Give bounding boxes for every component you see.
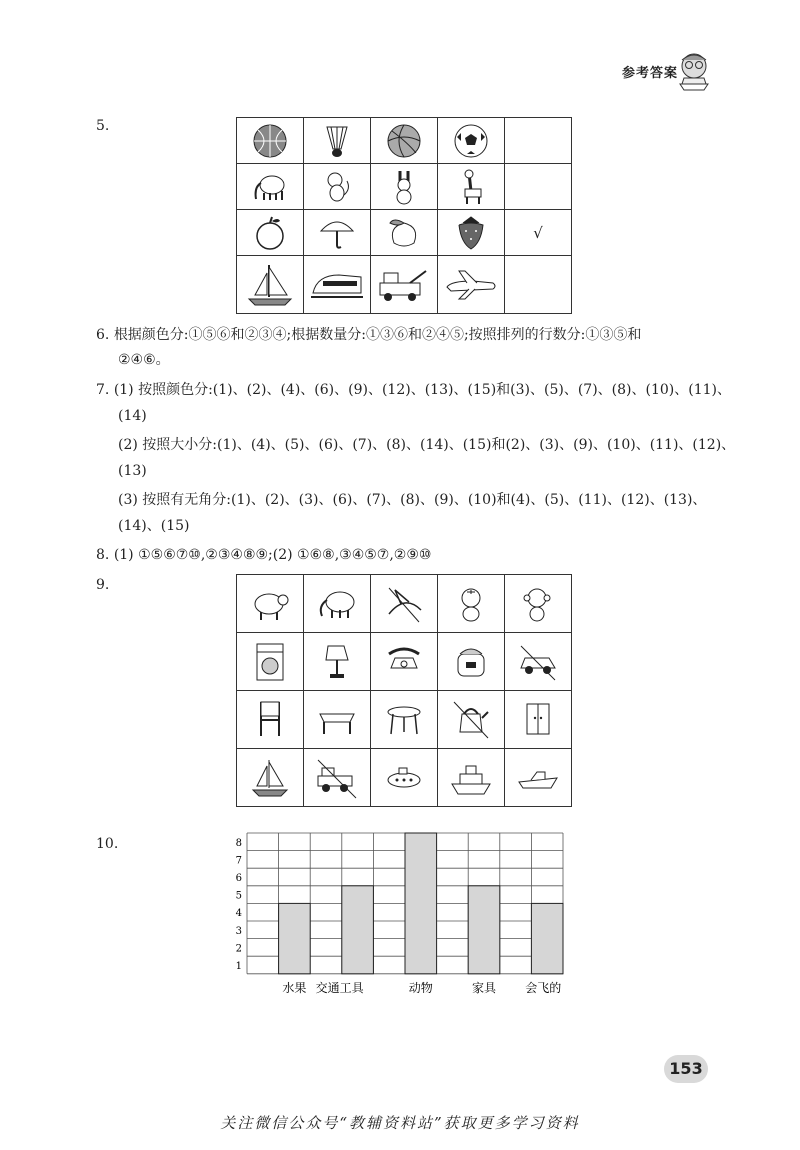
q9-table — [236, 574, 572, 807]
q9-cell — [371, 575, 438, 633]
check-mark: √ — [533, 223, 543, 242]
lamp-icon — [314, 640, 360, 684]
submarine-icon — [381, 756, 427, 800]
y-tick-label: 8 — [235, 837, 242, 849]
q5-cell — [371, 256, 438, 314]
q9-cell — [371, 749, 438, 807]
q5-cell — [438, 164, 505, 210]
q5-cell — [237, 256, 304, 314]
q6-number: 6. — [96, 327, 110, 343]
q7-line1 — [96, 380, 731, 400]
q9-cell — [505, 749, 572, 807]
q9-cell — [505, 575, 572, 633]
shuttlecock-icon — [317, 121, 357, 161]
q5-cell — [505, 256, 572, 314]
q6-text-1: 根据颜色分:①⑤⑥和②③④;根据数量分:①③⑥和②④⑤;按照排列的行数分:①③⑤和 — [113, 327, 642, 343]
elephant-icon — [250, 167, 290, 207]
x-tick-label: 家具 — [471, 980, 497, 995]
q9-cell — [371, 691, 438, 749]
chair-icon — [247, 698, 293, 742]
q9-cell — [438, 575, 505, 633]
washing-machine-icon — [247, 640, 293, 684]
tiger-icon — [448, 584, 494, 624]
train-icon — [309, 265, 365, 305]
q7-part3-line1: (3) 按照有无角分:(1)、(2)、(3)、(6)、(7)、(8)、(9)、(10)和(4)、(5)、(11)、(12)、(13)、 — [118, 492, 707, 508]
q5-cell — [237, 164, 304, 210]
q5-cell — [505, 164, 572, 210]
footer-note: 关注微信公众号“教辅资料站”获取更多学习资料 — [220, 1114, 580, 1132]
q5-cell — [304, 210, 371, 256]
y-tick-label: 5 — [235, 890, 242, 902]
q8-text: (1) ①⑤⑥⑦⑩,②③④⑧⑨;(2) ①⑥⑧,③④⑤⑦,②⑨⑩ — [113, 547, 432, 563]
soccer-ball-icon — [451, 121, 491, 161]
q6-line1 — [96, 325, 641, 345]
q5-cell — [304, 256, 371, 314]
monkey-icon — [317, 167, 357, 207]
y-tick-label: 2 — [235, 943, 242, 955]
bar-2 — [342, 886, 374, 974]
ship-icon — [448, 756, 494, 800]
sailboat-icon — [245, 261, 295, 309]
q7-part1-line1: (1) 按照颜色分:(1)、(2)、(4)、(6)、(9)、(12)、(13)、(15)和(3)、(5)、(7)、(8)、(10)、(11)、 — [113, 382, 731, 398]
bar-3 — [405, 833, 437, 974]
rabbit-icon — [384, 167, 424, 207]
car-crossed-icon — [515, 640, 561, 684]
q9-cell — [438, 691, 505, 749]
volleyball-icon — [384, 121, 424, 161]
q8-line — [96, 545, 431, 565]
q9-cell — [304, 749, 371, 807]
x-tick-label: 动物 — [408, 980, 433, 995]
mascot-icon — [676, 50, 712, 92]
q5-cell — [304, 118, 371, 164]
q8-number: 8. — [96, 547, 110, 563]
table-icon — [314, 698, 360, 742]
bar-5 — [531, 903, 563, 973]
q5-cell — [438, 210, 505, 256]
y-tick-label: 3 — [235, 925, 242, 937]
q5-cell — [371, 210, 438, 256]
q5-cell — [304, 164, 371, 210]
apple-icon — [250, 213, 290, 253]
monkey-icon — [515, 584, 561, 624]
telephone-icon — [381, 640, 427, 684]
peach-icon — [384, 213, 424, 253]
q9-number: 9. — [96, 577, 110, 593]
cabinet-icon — [515, 698, 561, 742]
q9-cell — [505, 633, 572, 691]
q9-cell — [505, 691, 572, 749]
rice-cooker-icon — [448, 640, 494, 684]
elephant-icon — [314, 584, 360, 624]
q7-part1-line2: (14) — [118, 408, 147, 424]
strawberry-icon — [451, 213, 491, 253]
x-tick-label: 交通工具 — [315, 980, 364, 995]
q9-cell — [237, 575, 304, 633]
header-title: 参考答案 — [622, 66, 679, 81]
q9-cell — [304, 691, 371, 749]
x-tick-label: 水果 — [282, 980, 307, 995]
x-tick-label: 会飞的 — [525, 980, 562, 995]
y-tick-label: 1 — [235, 961, 242, 972]
q5-cell — [371, 118, 438, 164]
q6-line2: ②④⑥。 — [118, 352, 170, 368]
sailboat-icon — [247, 756, 293, 800]
q7-part3-line2: (14)、(15) — [118, 518, 190, 534]
round-table-icon — [381, 698, 427, 742]
airplane-icon — [443, 265, 499, 305]
bar-1 — [279, 903, 311, 973]
q9-cell — [371, 633, 438, 691]
basketball-icon — [250, 121, 290, 161]
tow-truck-crossed-icon — [312, 756, 362, 800]
q9-cell — [438, 633, 505, 691]
sheep-icon — [247, 584, 293, 624]
q7-part2-line1: (2) 按照大小分:(1)、(4)、(5)、(6)、(7)、(8)、(14)、(15)和(2)、(3)、(9)、(10)、(11)、(12)、 — [118, 437, 736, 453]
q5-cell — [237, 118, 304, 164]
q9-cell — [304, 575, 371, 633]
q5-cell — [371, 164, 438, 210]
bar-4 — [468, 886, 500, 974]
q5-check-cell — [505, 210, 572, 256]
y-tick-label: 7 — [235, 855, 242, 867]
q9-cell — [237, 633, 304, 691]
bar-chart — [225, 825, 575, 1000]
q5-table — [236, 117, 572, 314]
q5-cell — [505, 118, 572, 164]
y-tick-label: 6 — [235, 873, 242, 884]
q5-cell — [237, 210, 304, 256]
q5-number: 5. — [96, 118, 110, 134]
q9-cell — [304, 633, 371, 691]
q9-cell — [237, 691, 304, 749]
tow-truck-icon — [376, 265, 432, 305]
q7-number: 7. — [96, 382, 110, 398]
q5-cell — [438, 118, 505, 164]
kettle-crossed-icon — [448, 698, 494, 742]
q9-cell — [438, 749, 505, 807]
q7-part2-line2: (13) — [118, 463, 147, 479]
speedboat-icon — [515, 756, 561, 800]
q5-cell — [438, 256, 505, 314]
q10-number: 10. — [96, 836, 119, 852]
giraffe-icon — [451, 167, 491, 207]
umbrella-icon — [317, 213, 357, 253]
page-number: 153 — [664, 1055, 708, 1083]
bird-crossed-icon — [381, 584, 427, 624]
y-tick-label: 4 — [235, 908, 242, 920]
q9-cell — [237, 749, 304, 807]
